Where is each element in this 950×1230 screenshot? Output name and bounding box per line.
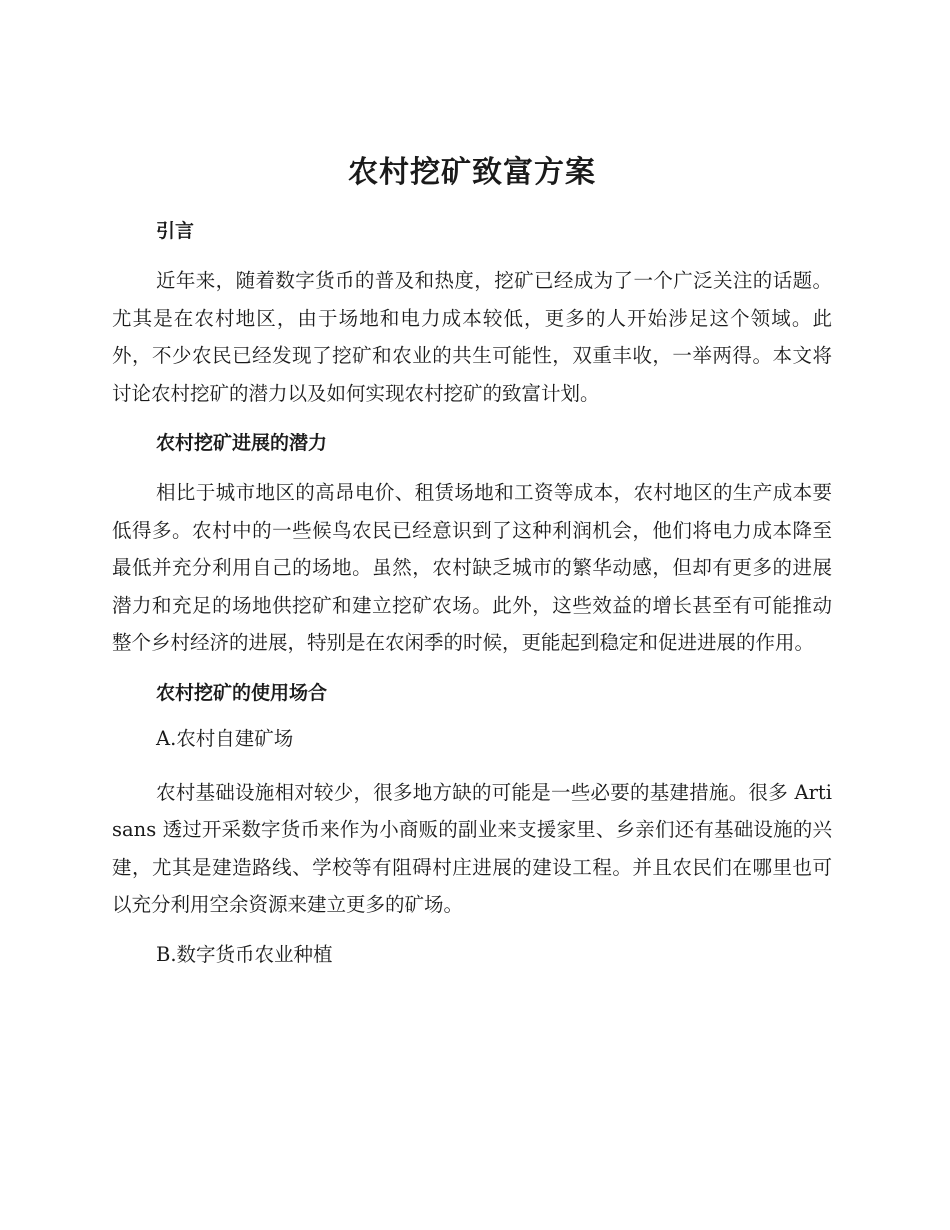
section-heading-usage: 农村挖矿的使用场合 bbox=[156, 681, 328, 704]
section-heading-intro: 引言 bbox=[156, 220, 195, 242]
paragraph-potential: 相比于城市地区的高昂电价、租赁场地和工资等成本，农村地区的生产成本要低得多。农村中的一些候鸟农民已经意识到了这种利润机会，他们将电力成本降至最低并充分利用自己的场地。虽然，农村缺乏城市的繁华动感，但却有更多的进展潜力和充足的场地供挖矿和建立挖矿农场。此外，这些效益的增长甚至有可能推动整个乡村经济的进展，特别是在农闲季的时候，更能起到稳定和促进进展的作用。 bbox=[112, 481, 832, 654]
section-heading-potential: 农村挖矿进展的潜力 bbox=[156, 432, 328, 454]
subheading-a: A.农村自建矿场 bbox=[156, 726, 294, 750]
paragraph-intro: 近年来，随着数字货币的普及和热度，挖矿已经成为了一个广泛关注的话题。尤其是在农村地区，由于场地和电力成本较低，更多的人开始涉足这个领域。此外，不少农民已经发现了挖矿和农业的共生可能性，双重丰收，一举两得。本文将讨论农村挖矿的潜力以及如何实现农村挖矿的致富计划。 bbox=[112, 269, 832, 405]
paragraph-sub-a: 农村基础设施相对较少，很多地方缺的可能是一些必要的基建措施。很多 Artisans 透过开采数字货币来作为小商贩的副业来支援家里、乡亲们还有基础设施的兴建，尤其是建造路线、学校等有阻碍村庄进展的建设工程。并且农民们在哪里也可以充分利用空余资源来建立更多的矿场。 bbox=[112, 780, 832, 916]
subheading-b: B.数字货币农业种植 bbox=[156, 942, 333, 966]
document-page bbox=[112, 150, 832, 990]
document-title: 农村挖矿致富方案 bbox=[348, 155, 596, 190]
